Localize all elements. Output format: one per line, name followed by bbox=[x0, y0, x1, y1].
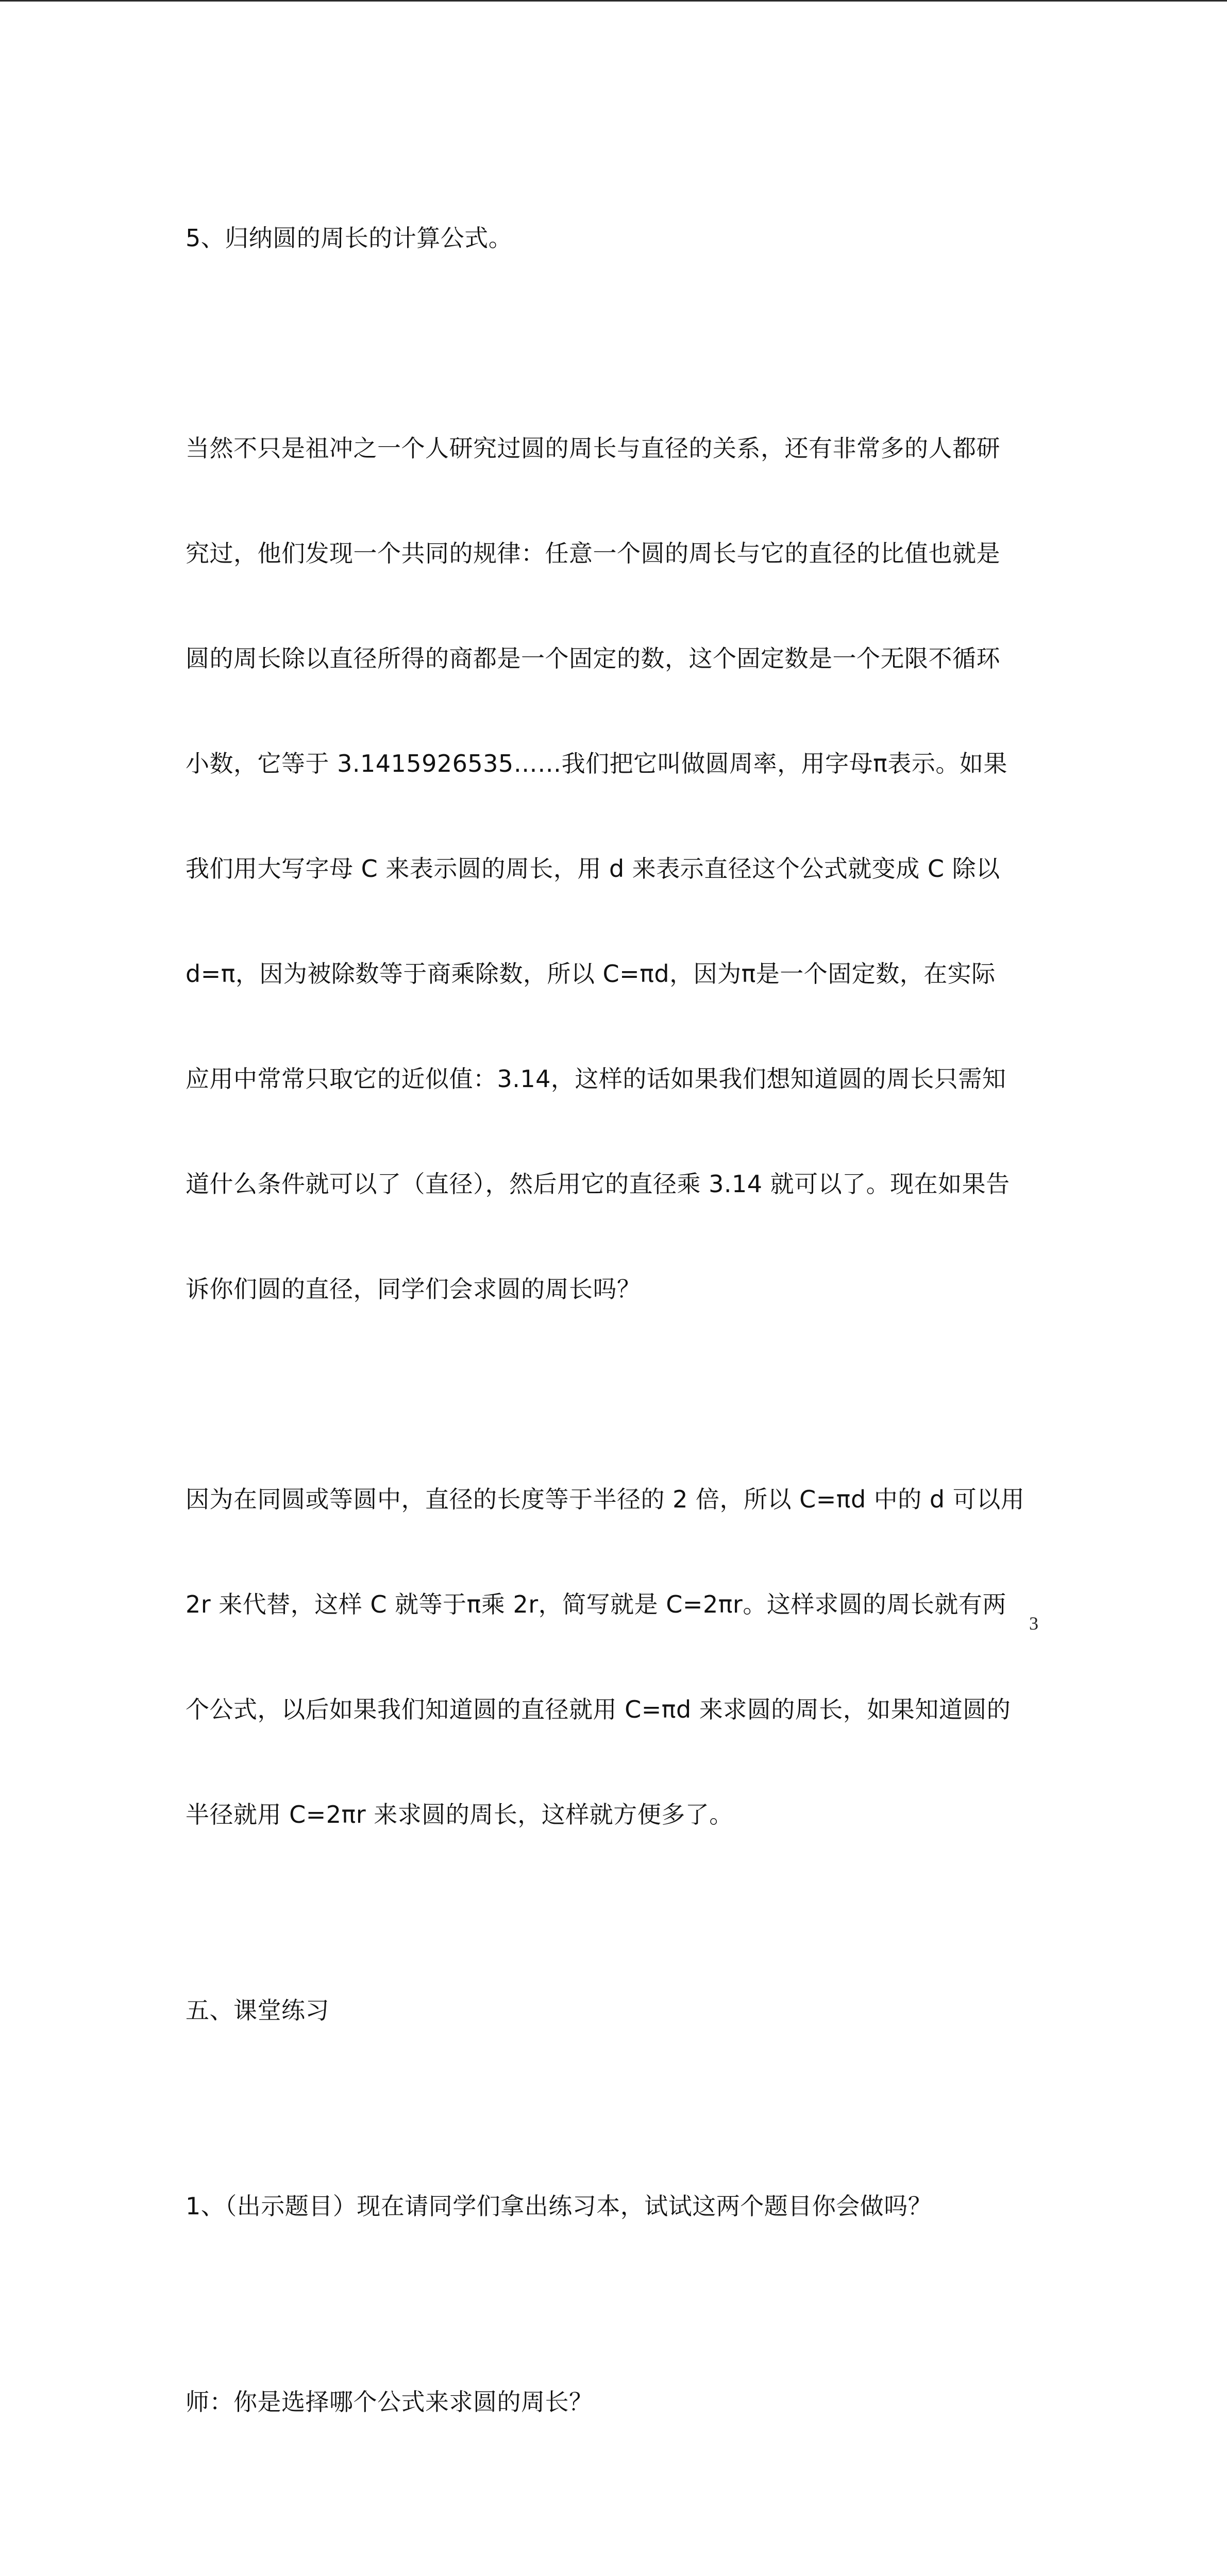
teacher-question bbox=[186, 2314, 1041, 2489]
top-border-line bbox=[0, 0, 1227, 2]
paragraph-radius-formula bbox=[186, 1412, 1041, 1902]
section-heading-practice bbox=[186, 1923, 1041, 2098]
exercise-item-1 bbox=[186, 2119, 1041, 2294]
exercise-item-2 bbox=[186, 2510, 1041, 2576]
text-line: 因为在同圆或等圆中，直径的长度等于半径的 2 倍，所以 C=πd 中的 d 可以用 bbox=[186, 1485, 1025, 1513]
text-line: d=π，因为被除数等于商乘除数，所以 C=πd，因为π是一个固定数，在实际 bbox=[186, 960, 996, 988]
text-line: 究过，他们发现一个共同的规律：任意一个圆的周长与它的直径的比值也就是 bbox=[186, 539, 1000, 567]
text-line: 师：你是选择哪个公式来求圆的周长？ bbox=[186, 2388, 593, 2416]
text-line: 1、（出示题目）现在请同学们拿出练习本，试试这两个题目你会做吗？ bbox=[186, 2192, 932, 2220]
text-line: 诉你们圆的直径，同学们会求圆的周长吗？ bbox=[186, 1275, 641, 1303]
text-line: 2r 来代替，这样 C 就等于π乘 2r，简写就是 C=2πr。这样求圆的周长就有两 bbox=[186, 1590, 1006, 1618]
text-line: 应用中常常只取它的近似值：3.14，这样的话如果我们想知道圆的周长只需知 bbox=[186, 1065, 1006, 1093]
text-line: 小数，它等于 3.1415926535……我们把它叫做圆周率，用字母π表示。如果 bbox=[186, 750, 1007, 777]
paragraph-pi-definition bbox=[186, 361, 1041, 1377]
text-line: 五、课堂练习 bbox=[186, 1996, 329, 2024]
page-number: 3 bbox=[1029, 1613, 1038, 1634]
text-line: 半径就用 C=2πr 来求圆的周长，这样就方便多了。 bbox=[186, 1801, 733, 1828]
document-body bbox=[186, 150, 1041, 2576]
text-line: 我们用大写字母 C 来表示圆的周长，用 d 来表示直径这个公式就变成 C 除以 bbox=[186, 855, 1000, 883]
text-line: 圆的周长除以直径所得的商都是一个固定的数，这个固定数是一个无限不循环 bbox=[186, 645, 1000, 672]
text-line: 个公式，以后如果我们知道圆的直径就用 C=πd 来求圆的周长，如果知道圆的 bbox=[186, 1696, 1011, 1723]
text-line: 5、归纳圆的周长的计算公式。 bbox=[186, 224, 513, 252]
text-line: 当然不只是祖冲之一个人研究过圆的周长与直径的关系，还有非常多的人都研 bbox=[186, 434, 1000, 462]
heading-formula-summary bbox=[186, 150, 1041, 326]
text-line: 道什么条件就可以了（直径），然后用它的直径乘 3.14 就可以了。现在如果告 bbox=[186, 1170, 1010, 1198]
